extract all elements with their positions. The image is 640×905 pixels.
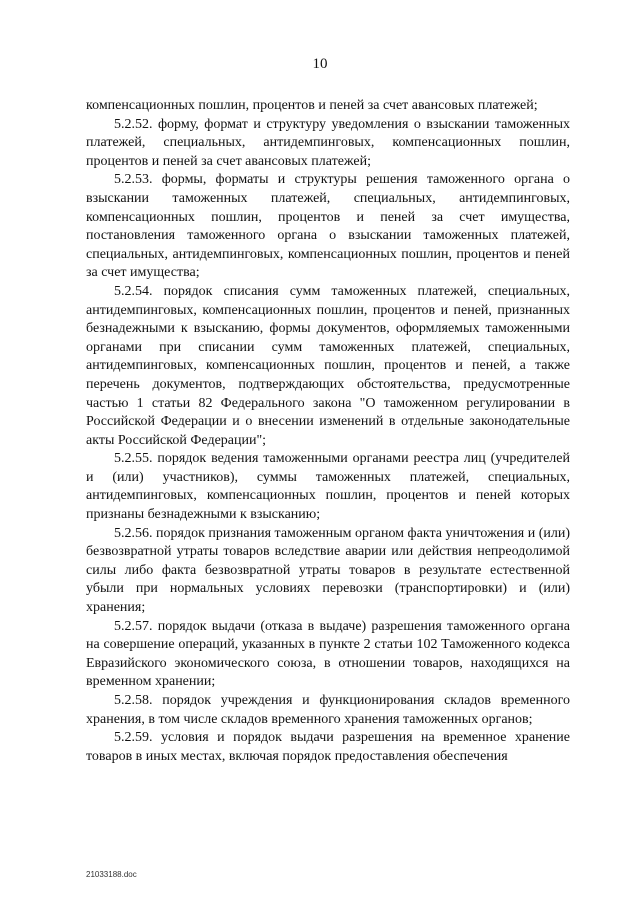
paragraph-5-2-52: 5.2.52. форму, формат и структуру уведомления о взыскании таможенных платежей, специальных, антидемпинговых, компенсационных пошлин, процентов и пеней за счет авансовых платежей; — [86, 116, 570, 169]
paragraph-5-2-55: 5.2.55. порядок ведения таможенными органами реестра лиц (учредителей и (или) участников), суммы таможенных платежей, специальных, антидемпинговых, компенсационных пошлин, процентов и пеней которых признаны безнадежными к взысканию; — [86, 451, 570, 523]
paragraph-5-2-53: 5.2.53. формы, форматы и структуры решения таможенного органа о взыскании таможенных платежей, специальных, антидемпинговых, компенсационных пошлин, процентов и пеней за счет имущества, постановления таможенного органа о взыскании таможенных платежей, специальных, антидемпинговых, компенсационных пошлин, процентов и пеней за счет имущества; — [86, 172, 570, 281]
paragraph-continuation: компенсационных пошлин, процентов и пеней за счет авансовых платежей; — [86, 98, 538, 113]
paragraph-5-2-56: 5.2.56. порядок признания таможенным органом факта уничтожения и (или) безвозвратной утраты товаров вследствие аварии или действия непреодолимой силы либо факта безвозвратной утраты товаров в результате естественной убыли при нормальных условиях перевозки (транспортировки) и (или) хранения; — [86, 525, 570, 616]
paragraph-5-2-58: 5.2.58. порядок учреждения и функционирования складов временного хранения, в том числе складов временного хранения таможенных органов; — [86, 693, 570, 727]
document-body — [86, 97, 570, 766]
page-number: 10 — [312, 56, 328, 72]
paragraph-5-2-54: 5.2.54. порядок списания сумм таможенных платежей, специальных, антидемпинговых, компенсационных пошлин, процентов и пеней, признанных безнадежными к взысканию, формы документов, оформляемых таможенными органами при списании сумм таможенных платежей, специальных, антидемпинговых, компенсационных пошлин, процентов и пеней, а также перечень документов, подтверждающих обстоятельства, предусмотренные частью 1 статьи 82 Федерального закона "О таможенном регулировании в Российской Федерации и о внесении изменений в отдельные законодательные акты Российской Федерации"; — [86, 283, 570, 448]
paragraph-5-2-59: 5.2.59. условия и порядок выдачи разрешения на временное хранение товаров в иных местах, включая порядок предоставления обеспечения — [86, 730, 570, 764]
footer-filename: 21033188.doc — [86, 870, 137, 879]
paragraph-5-2-57: 5.2.57. порядок выдачи (отказа в выдаче) разрешения таможенного органа на совершение операций, указанных в пункте 2 статьи 102 Таможенного кодекса Евразийского экономического союза, в отношении товаров, находящихся на временном хранении; — [86, 618, 570, 690]
